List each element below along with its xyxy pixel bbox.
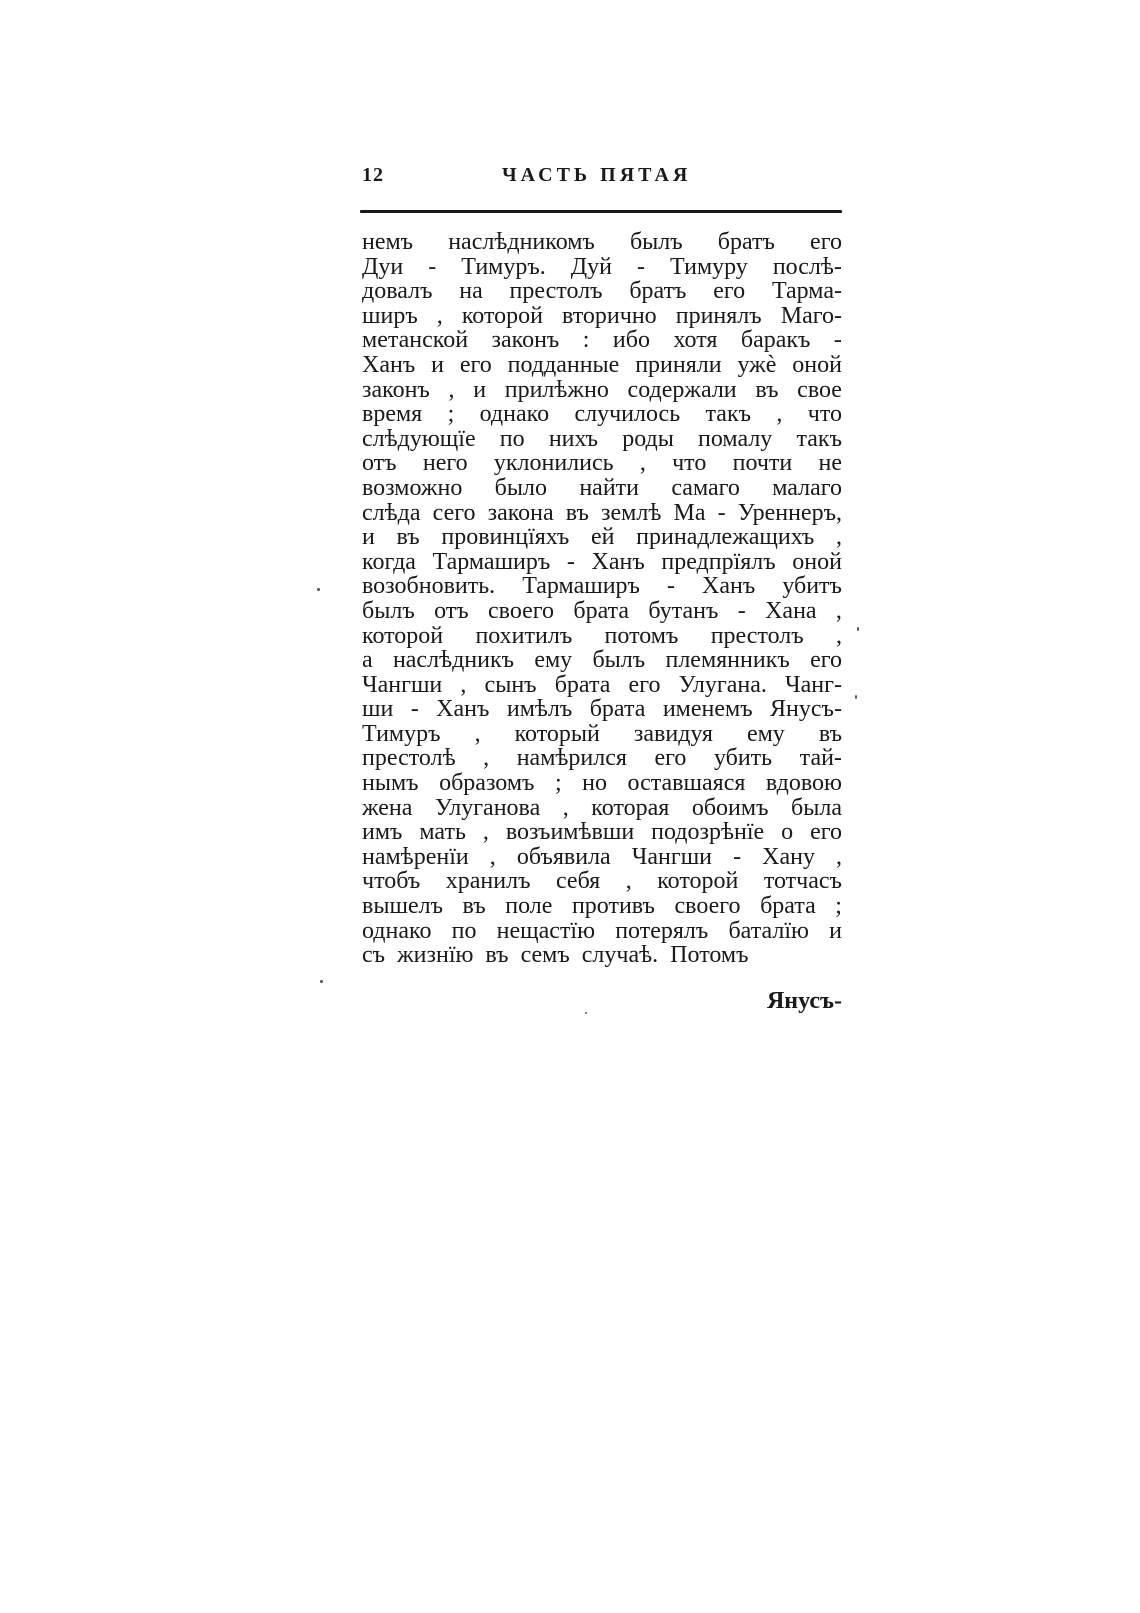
text-word: мать (419, 819, 466, 846)
text-word: , (835, 597, 842, 624)
text-word: брата (760, 893, 816, 920)
text-word: уклонились (493, 450, 614, 477)
text-word: Чангши (631, 843, 713, 870)
text-word: которой (362, 622, 444, 649)
text-word: былъ (362, 597, 415, 624)
text-line (362, 894, 842, 919)
text-word: оставшаяся (627, 770, 746, 797)
text-word: на (459, 278, 483, 305)
text-word: довалъ (362, 278, 433, 305)
text-word: - (566, 548, 575, 575)
text-word: , (474, 720, 481, 747)
text-word: образомъ (439, 770, 535, 797)
text-line (362, 919, 842, 944)
text-word: и (829, 917, 842, 944)
text-word: былъ (592, 647, 646, 674)
text-word: хотя (673, 327, 718, 354)
text-line (362, 820, 842, 845)
text-word: возможно (362, 474, 463, 501)
text-word: - (833, 327, 842, 354)
text-word: племянникъ (665, 647, 790, 674)
text-word: завидуя (633, 720, 713, 747)
text-word: метанской (362, 327, 469, 354)
text-word: - (733, 843, 742, 870)
text-word: прилѣжно (504, 376, 609, 403)
text-word: наслѣдникъ (392, 647, 515, 674)
text-word: ши (362, 696, 394, 723)
text-word: оной (792, 351, 842, 378)
text-word: Ханъ (702, 573, 756, 600)
text-line (362, 230, 842, 255)
text-word: : (582, 327, 590, 354)
text-word: - (667, 573, 675, 600)
text-line (362, 796, 842, 821)
print-speck (855, 695, 857, 699)
page-number: 12 (362, 164, 384, 186)
print-speck (317, 588, 320, 591)
text-word: его (810, 819, 842, 846)
text-word: когда (362, 548, 416, 575)
text-word: имѣлъ (506, 696, 573, 723)
text-word: потомъ (604, 622, 679, 649)
text-word: ; (447, 401, 455, 428)
text-line (362, 648, 842, 673)
text-word: него (422, 450, 468, 477)
text-word: его (459, 351, 492, 378)
text-word: въ (818, 720, 842, 747)
text-word: въ (462, 893, 486, 920)
text-word: сего (432, 499, 476, 526)
text-line (362, 574, 842, 599)
text-word: ибо (612, 327, 650, 354)
text-word: нымъ (362, 770, 419, 797)
text-word: братъ (717, 229, 775, 255)
text-word: Тармаширъ (432, 548, 551, 575)
text-word: Чанг- (785, 671, 842, 698)
text-word: именемъ (662, 696, 753, 723)
text-word: ; (554, 770, 562, 797)
text-word: престолъ (710, 622, 804, 649)
text-word: ему (746, 720, 785, 747)
print-speck (585, 1012, 587, 1014)
text-word: свое (797, 376, 842, 403)
text-word: убитъ (782, 573, 842, 600)
text-word: закона (487, 499, 554, 526)
text-word: ; (835, 893, 842, 920)
text-word: убить (713, 745, 773, 772)
text-word: ему (534, 647, 573, 674)
text-word: не (818, 450, 842, 477)
text-word: , (835, 524, 842, 551)
text-line (362, 255, 842, 280)
text-word: по (499, 425, 525, 452)
text-word: Дуи (362, 253, 404, 280)
text-word: баталїю (728, 917, 809, 944)
text-line (362, 328, 842, 353)
text-word: намѣренїи (362, 843, 469, 870)
text-word: , (436, 302, 443, 329)
text-word: брата (589, 696, 646, 723)
text-word: чтобъ (362, 868, 421, 895)
text-word: , (639, 450, 646, 477)
text-word: оной (792, 548, 842, 575)
text-word: возъимѣвши (505, 819, 635, 846)
text-word: Тимуру (670, 253, 748, 280)
text-line (362, 845, 842, 870)
text-word: - (410, 696, 419, 723)
text-line (362, 525, 842, 550)
text-word: Уреннеръ, (737, 499, 842, 526)
text-word: вторично (562, 302, 657, 329)
text-word: Улуганова (434, 794, 541, 821)
text-word: въ (755, 376, 779, 403)
text-word: Хана (765, 597, 817, 624)
text-word: - (428, 253, 437, 280)
text-word: объявила (516, 843, 611, 870)
text-word: ширъ (362, 302, 418, 329)
text-word: Ма (673, 499, 706, 526)
text-word: Хану (762, 843, 815, 870)
text-word: съ (362, 942, 386, 969)
text-word: содержали (627, 376, 737, 403)
text-word: обоимъ (691, 794, 769, 821)
text-word: бутанъ (648, 597, 719, 624)
text-word: приняли (635, 351, 722, 378)
text-word: братъ (629, 278, 687, 305)
text-word: баракъ (740, 327, 811, 354)
text-word: малаго (772, 474, 842, 501)
text-word: Ханъ (436, 696, 490, 723)
text-word: вышелъ (362, 893, 443, 920)
text-word: своего (674, 893, 741, 920)
text-word: подозрѣнїе (651, 819, 765, 846)
text-word: такъ (705, 401, 752, 428)
text-line (362, 550, 842, 575)
text-word: , (489, 843, 496, 870)
text-word: Тарма- (771, 278, 842, 305)
text-line (362, 451, 842, 476)
text-word: слѣда (362, 499, 421, 526)
text-word: отъ (362, 450, 397, 477)
text-word: - (717, 499, 726, 526)
text-word: землѣ (601, 499, 662, 526)
text-word: законъ (362, 376, 430, 403)
text-line (362, 279, 842, 304)
text-word: противъ (571, 893, 655, 920)
running-head: ЧАСТЬ ПЯТАЯ (502, 164, 692, 186)
text-line (362, 378, 842, 403)
text-word: о (781, 819, 794, 846)
text-word: Янусъ- (770, 696, 842, 723)
print-speck (320, 980, 323, 983)
text-word: роды (622, 425, 674, 452)
text-word: и (473, 376, 487, 403)
text-word: , (835, 622, 842, 649)
text-line (362, 427, 842, 452)
body-text (362, 230, 842, 968)
text-word: , (448, 376, 455, 403)
text-word: найти (579, 474, 639, 501)
text-word: тай- (799, 745, 842, 772)
text-word: жизнїю (397, 942, 474, 969)
text-word: Ханъ (362, 351, 416, 378)
text-word: но (582, 770, 607, 797)
text-word: предпрїялъ (661, 548, 776, 575)
catchword: Янусъ- (766, 988, 842, 1014)
text-word: , (562, 794, 569, 821)
text-word: поле (505, 893, 553, 920)
text-word: тотчасъ (763, 868, 842, 895)
text-line (362, 943, 842, 968)
text-word: по (451, 917, 477, 944)
text-word: , (835, 843, 842, 870)
text-word: нещастїю (496, 917, 596, 944)
text-line (362, 722, 842, 747)
text-word: принялъ (675, 302, 762, 329)
text-word: его (654, 745, 687, 772)
text-word: Маго- (780, 302, 842, 329)
text-word: послѣ- (772, 253, 842, 280)
text-line (362, 746, 842, 771)
text-word: , (482, 819, 489, 846)
text-line (362, 501, 842, 526)
text-word: - (637, 253, 646, 280)
header-rule (360, 210, 842, 213)
text-line (362, 476, 842, 501)
text-word: которой (461, 302, 543, 329)
text-word: слѣдующїе (362, 425, 476, 452)
text-line (362, 402, 842, 427)
text-word: своего (488, 597, 555, 624)
text-line (362, 771, 842, 796)
text-word: ужѐ (737, 351, 777, 378)
text-word: подданные (507, 351, 620, 378)
text-word: однако (362, 917, 432, 944)
text-word: - (737, 597, 746, 624)
text-word: брата (554, 671, 611, 698)
text-word: было (494, 474, 547, 501)
text-word: , (460, 671, 467, 698)
text-word: и (431, 351, 444, 378)
text-line (362, 353, 842, 378)
text-word: , (625, 868, 632, 895)
text-word: отъ (434, 597, 469, 624)
text-word: сынъ (484, 671, 537, 698)
text-word: похитилъ (475, 622, 573, 649)
text-word: семъ (520, 942, 570, 969)
text-word: Чангши (362, 671, 443, 698)
text-word: Улугана. (678, 671, 767, 698)
text-word: а (362, 647, 373, 674)
text-word: престолѣ (362, 745, 456, 772)
text-word: самаго (671, 474, 740, 501)
print-speck (857, 627, 859, 631)
text-word: которой (657, 868, 739, 895)
text-word: Тимуръ (362, 720, 441, 747)
text-word: случилось (574, 401, 681, 428)
text-word: помалу (698, 425, 773, 452)
text-word: Тимуръ. (461, 253, 546, 280)
text-word: однако (479, 401, 550, 428)
text-word: , (483, 745, 490, 772)
text-line (362, 673, 842, 698)
text-word: случаѣ. (581, 942, 659, 969)
text-word: которая (591, 794, 670, 821)
text-word: была (791, 794, 842, 821)
text-word: его (628, 671, 661, 698)
text-word: , (776, 401, 783, 428)
page-header (362, 164, 842, 194)
text-word: его (810, 229, 842, 255)
text-word: вдовою (765, 770, 842, 797)
text-line (362, 304, 842, 329)
text-word: потерялъ (615, 917, 709, 944)
text-word: Тармаширъ (522, 573, 640, 600)
text-word: въ (396, 524, 420, 551)
text-word: въ (565, 499, 589, 526)
text-word: хранилъ (445, 868, 531, 895)
text-word: престолъ (509, 278, 603, 305)
text-word: Потомъ (670, 942, 749, 969)
text-word: что (807, 401, 842, 428)
text-line (362, 624, 842, 649)
text-word: что (672, 450, 707, 477)
text-word: его (713, 278, 746, 305)
text-word: имъ (362, 819, 403, 846)
text-word: провинцїяхъ (441, 524, 570, 551)
text-word: жена (362, 794, 413, 821)
text-line (362, 697, 842, 722)
text-word: брата (573, 597, 630, 624)
text-line (362, 599, 842, 624)
text-word: намѣрился (516, 745, 627, 772)
text-word: Ханъ (591, 548, 645, 575)
text-word: возобновить. (362, 573, 496, 600)
text-word: его (810, 647, 842, 674)
text-word: былъ (629, 229, 683, 255)
text-word: принадлежащихъ (636, 524, 815, 551)
text-word: нихъ (548, 425, 599, 452)
text-word: немъ (362, 229, 414, 255)
text-word: ей (590, 524, 615, 551)
text-word: законъ (491, 327, 560, 354)
text-word: Дуй (570, 253, 612, 280)
text-word: въ (485, 942, 509, 969)
text-word: такъ (796, 425, 842, 452)
text-word: себя (555, 868, 601, 895)
text-word: время (362, 401, 423, 428)
text-word: наслѣдникомъ (448, 229, 595, 255)
text-word: который (514, 720, 600, 747)
text-word: почти (732, 450, 793, 477)
text-word: и (362, 524, 375, 551)
text-line (362, 869, 842, 894)
